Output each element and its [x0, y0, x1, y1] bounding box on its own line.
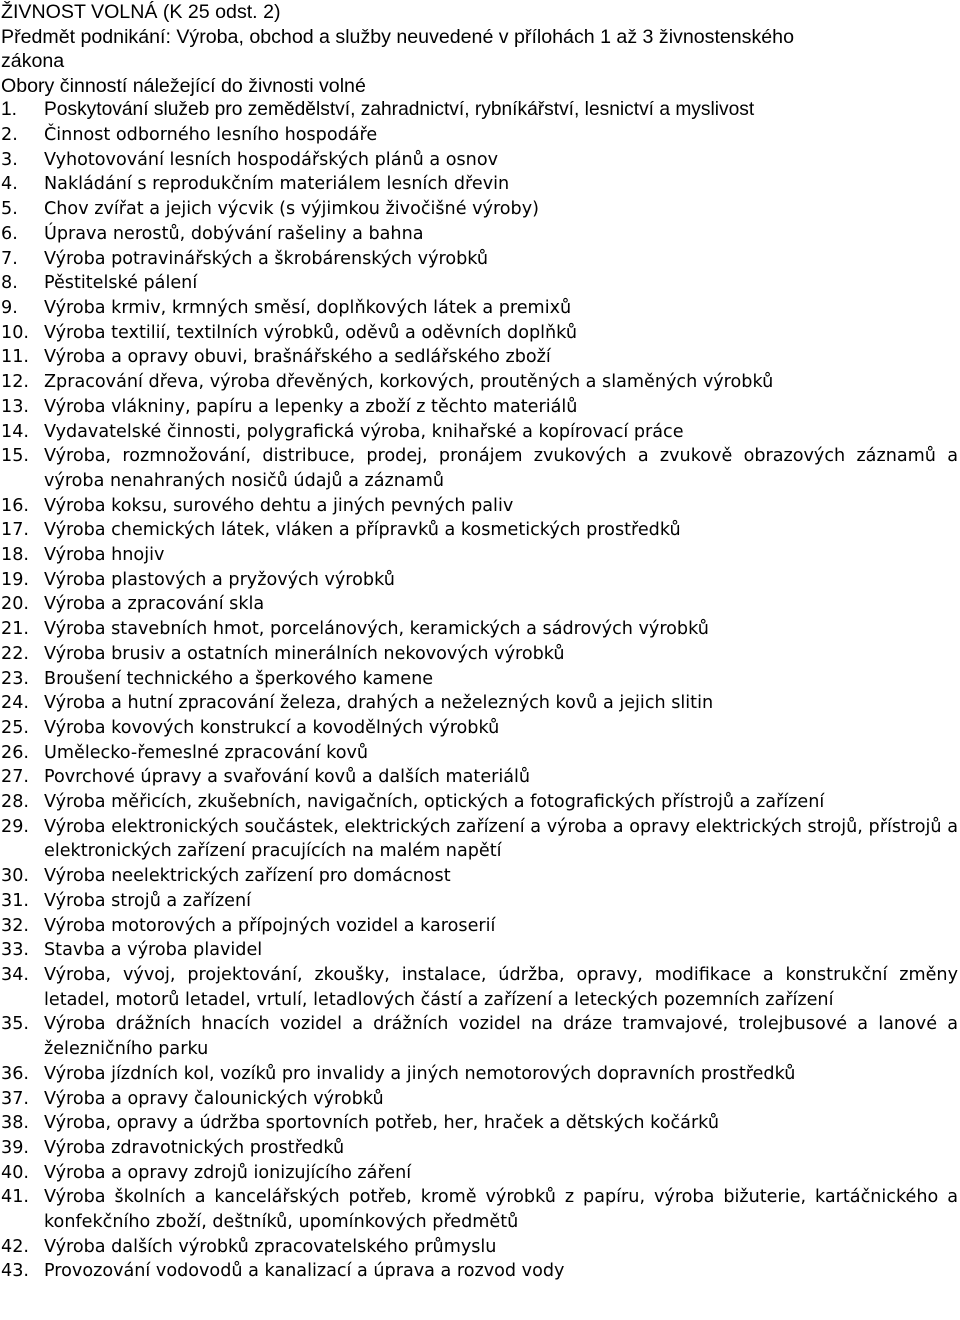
- list-item: [0, 790, 958, 815]
- list-item-text: Pěstitelské pálení: [44, 273, 198, 294]
- list-item-text: Výroba elektronických součástek, elektrických zařízení a výroba a opravy elektrických strojů, přístrojů a elektronických zařízení pracujících na malém napětí: [44, 816, 958, 862]
- list-item: [0, 1235, 958, 1260]
- list-item-number: 36.: [1, 1063, 29, 1084]
- list-item: [0, 617, 958, 642]
- list-item: [0, 321, 958, 346]
- list-item-text: Nakládání s reprodukčním materiálem lesních dřevin: [44, 174, 510, 195]
- list-item: [0, 148, 958, 173]
- list-item: [0, 296, 958, 321]
- list-item-number: 3.: [1, 149, 18, 170]
- list-item-number: 23.: [1, 668, 29, 689]
- list-item-text: Výroba koksu, surového dehtu a jiných pevných paliv: [44, 495, 514, 516]
- document-title: ŽIVNOST VOLNÁ (K 25 odst. 2): [1, 1, 281, 23]
- list-item: [0, 172, 958, 197]
- list-item: [0, 1111, 958, 1136]
- list-item-number: 21.: [1, 619, 29, 640]
- list-item-number: 5.: [1, 199, 18, 220]
- list-item: [0, 247, 958, 272]
- business-subject-line: Předmět podnikání: Výroba, obchod a služby neuvedené v přílohách 1 až 3 živnostenského: [1, 25, 794, 48]
- list-item-number: 8.: [1, 273, 18, 294]
- list-item: [0, 667, 958, 692]
- business-subject-continuation: zákona: [1, 50, 65, 73]
- list-item-text: Výroba, rozmnožování, distribuce, prodej, pronájem zvukových a zvukově obrazových záznamů a výroba nenahraných nosičů údajů a záznamů: [44, 446, 958, 491]
- list-item-text: Poskytování služeb pro zemědělství, zahradnictví, rybníkářství, lesnictví a myslivost: [44, 99, 755, 121]
- list-item: [0, 494, 958, 519]
- list-item-number: 24.: [1, 693, 29, 714]
- list-item-number: 9.: [1, 298, 18, 318]
- list-item-number: 25.: [1, 717, 29, 738]
- list-item: [0, 963, 958, 1012]
- list-item-number: 28.: [1, 792, 29, 813]
- list-item: [0, 568, 958, 593]
- list-item: [0, 518, 958, 543]
- list-item-text: Činnost odborného lesního hospodáře: [44, 125, 378, 146]
- list-item-text: Výroba chemických látek, vláken a přípravků a kosmetických prostředků: [44, 520, 681, 541]
- list-item-text: Zpracování dřeva, výroba dřevěných, korkových, proutěných a slaměných výrobků: [44, 372, 774, 393]
- list-item: [0, 815, 958, 864]
- list-item: [0, 345, 958, 370]
- list-item: [0, 1062, 958, 1087]
- list-item-text: Vydavatelské činnosti, polygrafická výroba, knihařské a kopírovací práce: [44, 421, 684, 442]
- list-item: [0, 1087, 958, 1112]
- list-item-text: Stavba a výroba plavidel: [44, 940, 263, 961]
- list-item-number: 39.: [1, 1137, 29, 1158]
- list-item-number: 14.: [1, 421, 29, 442]
- list-item-number: 22.: [1, 643, 29, 664]
- list-item: [0, 914, 958, 939]
- list-item-number: 4.: [1, 174, 18, 195]
- list-item-number: 30.: [1, 866, 29, 887]
- list-item-number: 35.: [1, 1014, 29, 1035]
- list-item-text: Výroba školních a kancelářských potřeb, kromě výrobků z papíru, výroba bižuterie, kartáčnického a konfekčního zboží, deštníků, upomínkových předmětů: [44, 1187, 958, 1233]
- list-item-text: Výroba hnojiv: [44, 545, 165, 566]
- list-item: [0, 395, 958, 420]
- activity-fields-heading: Obory činností náležející do živnosti volné: [1, 74, 366, 97]
- list-item-number: 10.: [1, 322, 29, 343]
- list-item: [0, 938, 958, 963]
- list-item-text: Výroba stavebních hmot, porcelánových, keramických a sádrových výrobků: [44, 619, 709, 640]
- activity-list: [0, 98, 958, 1284]
- list-item: [0, 889, 958, 914]
- list-item: [0, 765, 958, 790]
- list-item-number: 18.: [1, 545, 29, 566]
- list-item: [0, 741, 958, 766]
- list-item-number: 38.: [1, 1113, 29, 1134]
- list-item-number: 20.: [1, 594, 29, 615]
- list-item-number: 27.: [1, 767, 29, 788]
- list-item-text: Výroba a hutní zpracování železa, drahých a neželezných kovů a jejich slitin: [44, 693, 714, 714]
- list-item-number: 12.: [1, 372, 29, 393]
- list-item-text: Výroba zdravotnických prostředků: [44, 1137, 345, 1158]
- list-item: [0, 642, 958, 667]
- list-item-text: Výroba a opravy zdrojů ionizujícího záření: [44, 1162, 412, 1183]
- list-item-number: 2.: [1, 125, 18, 146]
- list-item-text: Úprava nerostů, dobývání rašeliny a bahna: [44, 223, 424, 244]
- list-item-text: Výroba potravinářských a škrobárenských výrobků: [44, 248, 489, 269]
- list-item-number: 1.: [1, 99, 18, 121]
- list-item-text: Výroba drážních hnacích vozidel a drážních vozidel na dráze tramvajové, trolejbusové a lanové a železničního parku: [44, 1014, 958, 1060]
- list-item-text: Výroba, opravy a údržba sportovních potřeb, her, hraček a dětských kočárků: [44, 1113, 719, 1134]
- list-item-text: Výroba neelektrických zařízení pro domácnost: [44, 866, 451, 887]
- list-item-text: Výroba krmiv, krmných směsí, doplňkových látek a premixů: [44, 298, 572, 318]
- list-item-number: 11.: [1, 347, 29, 368]
- list-item-number: 19.: [1, 569, 29, 590]
- list-item-number: 7.: [1, 248, 18, 269]
- list-item-text: Výroba plastových a pryžových výrobků: [44, 569, 395, 590]
- list-item-number: 43.: [1, 1261, 29, 1282]
- list-item-text: Výroba strojů a zařízení: [44, 890, 252, 911]
- list-item-text: Výroba vlákniny, papíru a lepenky a zboží z těchto materiálů: [44, 396, 578, 417]
- list-item: [0, 691, 958, 716]
- list-item-text: Broušení technického a šperkového kamene: [44, 668, 434, 689]
- list-item-number: 33.: [1, 940, 29, 961]
- list-item-text: Chov zvířat a jejich výcvik (s výjimkou živočišné výroby): [44, 199, 540, 220]
- list-item-number: 32.: [1, 915, 29, 936]
- list-item: [0, 271, 958, 296]
- list-item: [0, 420, 958, 445]
- list-item-text: Výroba motorových a přípojných vozidel a karoserií: [44, 915, 496, 936]
- list-item: [0, 123, 958, 148]
- list-item-number: 6.: [1, 223, 18, 244]
- list-item-number: 42.: [1, 1236, 29, 1257]
- list-item: [0, 1161, 958, 1186]
- list-item: [0, 444, 958, 493]
- list-item: [0, 716, 958, 741]
- list-item-text: Výroba a zpracování skla: [44, 594, 265, 615]
- list-item-text: Výroba kovových konstrukcí a kovodělných výrobků: [44, 717, 500, 738]
- list-item-number: 15.: [1, 446, 29, 467]
- list-item-number: 41.: [1, 1187, 29, 1208]
- list-item-text: Výroba a opravy obuvi, brašnářského a sedlářského zboží: [44, 347, 551, 368]
- list-item-text: Výroba a opravy čalounických výrobků: [44, 1088, 384, 1109]
- list-item-text: Umělecko-řemeslné zpracování kovů: [44, 742, 369, 763]
- list-item: [0, 1012, 958, 1061]
- list-item-text: Vyhotovování lesních hospodářských plánů a osnov: [44, 149, 499, 170]
- list-item-text: Výroba textilií, textilních výrobků, oděvů a oděvních doplňků: [44, 322, 577, 343]
- list-item: [0, 864, 958, 889]
- list-item-text: Provozování vodovodů a kanalizací a úprava a rozvod vody: [44, 1261, 565, 1282]
- list-item: [0, 98, 958, 123]
- list-item-number: 17.: [1, 520, 29, 541]
- list-item-number: 13.: [1, 396, 29, 417]
- list-item-number: 29.: [1, 816, 29, 837]
- list-item-number: 34.: [1, 964, 29, 985]
- list-item-number: 26.: [1, 742, 29, 763]
- list-item-number: 16.: [1, 495, 29, 516]
- list-item: [0, 222, 958, 247]
- list-item: [0, 370, 958, 395]
- list-item: [0, 1136, 958, 1161]
- list-item-text: Výroba, vývoj, projektování, zkoušky, instalace, údržba, opravy, modifikace a konstrukční změny letadel, motorů letadel, vrtulí, letadlových částí a zařízení a leteckých pozemních zařízení: [44, 964, 958, 1010]
- list-item: [0, 592, 958, 617]
- list-item: [0, 1185, 958, 1234]
- list-item-text: Výroba jízdních kol, vozíků pro invalidy a jiných nemotorových dopravních prostředků: [44, 1063, 796, 1084]
- list-item-number: 37.: [1, 1088, 29, 1109]
- list-item: [0, 543, 958, 568]
- list-item-text: Výroba brusiv a ostatních minerálních nekovových výrobků: [44, 643, 565, 664]
- list-item-number: 40.: [1, 1162, 29, 1183]
- list-item-text: Povrchové úpravy a svařování kovů a dalších materiálů: [44, 767, 531, 788]
- list-item-text: Výroba dalších výrobků zpracovatelského průmyslu: [44, 1236, 497, 1257]
- list-item-text: Výroba měřicích, zkušebních, navigačních, optických a fotografických přístrojů a zařízení: [44, 792, 825, 813]
- list-item: [0, 197, 958, 222]
- list-item: [0, 1259, 958, 1284]
- list-item-number: 31.: [1, 890, 29, 911]
